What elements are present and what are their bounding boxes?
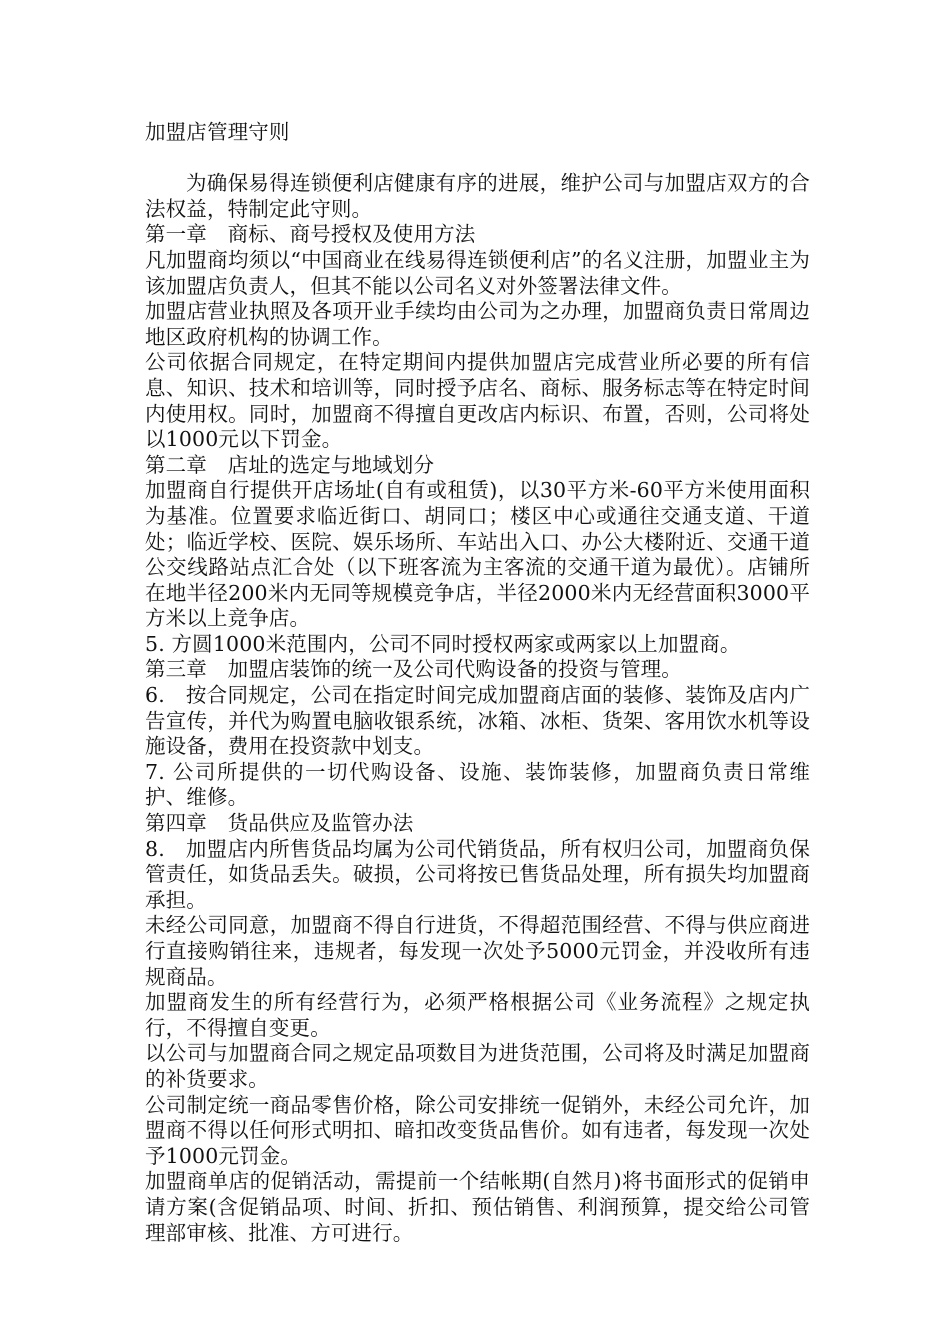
body-paragraph: 加盟店营业执照及各项开业手续均由公司为之办理，加盟商负责日常周边地区政府机构的协调工作。 [145, 299, 810, 349]
body-paragraph: 8. 加盟店内所售货品均属为公司代销货品，所有权归公司，加盟商负保管责任，如货品丢失。破损，公司将按已售货品处理，所有损失均加盟商承担。 [145, 836, 810, 912]
body-paragraph: 加盟商发生的所有经营行为，必须严格根据公司《业务流程》之规定执行，不得擅自变更。 [145, 990, 810, 1040]
body-paragraph: 未经公司同意，加盟商不得自行进货，不得超范围经营、不得与供应商进行直接购销往来，违规者，每发现一次处予5000元罚金，并没收所有违规商品。 [145, 913, 810, 989]
document-body [145, 222, 810, 1246]
body-paragraph: 公司依据合同规定，在特定期间内提供加盟店完成营业所必要的所有信息、知识、技术和培训等，同时授予店名、商标、服务标志等在特定时间内使用权。同时，加盟商不得擅自更改店内标识、布置，否则，公司将处以1000元以下罚金。 [145, 350, 810, 452]
intro-paragraph: 为确保易得连锁便利店健康有序的进展，维护公司与加盟店双方的合法权益，特制定此守则。 [145, 171, 810, 221]
body-paragraph: 加盟商单店的促销活动，需提前一个结帐期(自然月)将书面形式的促销申请方案(含促销品项、时间、折扣、预估销售、利润预算，提交给公司管理部审核、批准、方可进行。 [145, 1169, 810, 1245]
chapter-heading: 第一章 商标、商号授权及使用方法 [145, 222, 476, 247]
document-page [145, 120, 810, 1246]
chapter-heading: 第二章 店址的选定与地域划分 [145, 452, 435, 477]
body-paragraph: 5. 方圆1000米范围内，公司不同时授权两家或两家以上加盟商。 [145, 631, 741, 656]
body-paragraph: 公司制定统一商品零售价格，除公司安排统一促销外，未经公司允许，加盟商不得以任何形式明扣、暗扣改变货品售价。如有违者，每发现一次处予1000元罚金。 [145, 1092, 810, 1168]
body-paragraph: 加盟商自行提供开店场址(自有或租赁)，以30平方米-60平方米使用面积为基准。位置要求临近街口、胡同口；楼区中心或通往交通支道、干道处；临近学校、医院、娱乐场所、车站出入口、办公大楼附近、交通干道公交线路站点汇合处（以下班客流为主客流的交通干道为最优）。店铺所在地半径200米内无同等规模竞争店，半径2000米内无经营面积3000平方米以上竞争店。 [145, 478, 810, 631]
chapter-heading: 第四章 货品供应及监管办法 [145, 811, 414, 836]
chapter-heading: 第三章 加盟店装饰的统一及公司代购设备的投资与管理。 [145, 657, 682, 682]
body-paragraph: 凡加盟商均须以“中国商业在线易得连锁便利店”的名义注册，加盟业主为该加盟店负责人，但其不能以公司名义对外签署法律文件。 [145, 247, 810, 298]
body-paragraph: 7. 公司所提供的一切代购设备、设施、装饰装修，加盟商负责日常维护、维修。 [145, 759, 810, 810]
body-paragraph: 6. 按合同规定，公司在指定时间完成加盟商店面的装修、装饰及店内广告宣传，并代为购置电脑收银系统，冰箱、冰柜、货架、客用饮水机等设施设备，费用在投资款中划支。 [145, 683, 810, 759]
body-paragraph: 以公司与加盟商合同之规定品项数目为进货范围，公司将及时满足加盟商的补货要求。 [145, 1041, 810, 1091]
document-title: 加盟店管理守则 [145, 120, 290, 144]
